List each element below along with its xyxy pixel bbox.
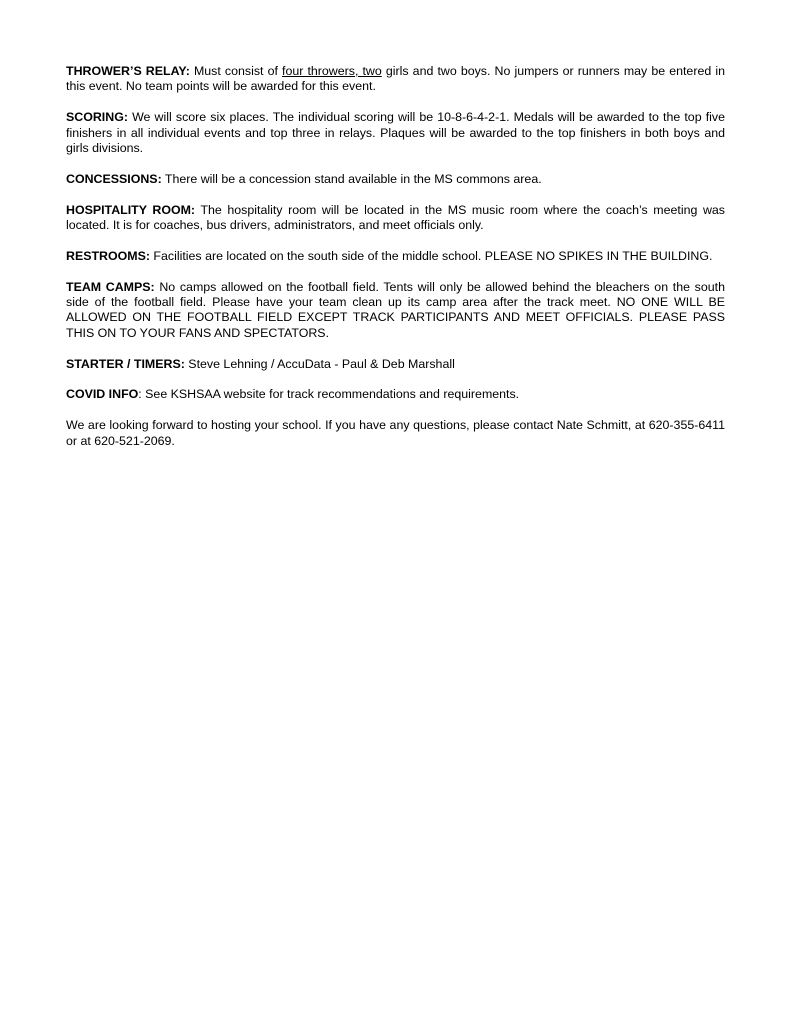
concessions-text: There will be a concession stand available in the MS commons area. <box>161 171 542 186</box>
scoring-label: SCORING: <box>66 110 128 125</box>
throwers-relay-label: THROWER’S RELAY: <box>66 64 190 78</box>
starter-timers-paragraph <box>66 357 725 372</box>
covid-info-text: : See KSHSAA website for track recommendations and requirements. <box>138 387 520 402</box>
restrooms-label: RESTROOMS: <box>66 248 150 263</box>
throwers-relay-text-after: girls and two boys. No jumpers or runners may be entered in this event. No team points will be awarded for this event. <box>66 64 725 94</box>
throwers-relay-paragraph <box>66 64 725 95</box>
closing-paragraph: We are looking forward to hosting your school. If you have any questions, please contact Nate Schmitt, at 620-355-6411 or at 620-521-2069. <box>66 418 725 448</box>
throwers-relay-text-before: Must consist of <box>189 64 282 78</box>
covid-info-paragraph <box>66 387 725 402</box>
hospitality-room-label: HOSPITALITY ROOM: <box>66 202 196 217</box>
concessions-label: CONCESSIONS: <box>66 171 162 186</box>
hospitality-room-text: The hospitality room will be located in the MS music room where the coach’s meeting was located. It is for coaches, bus drivers, administrators, and meet officials only. <box>66 202 726 233</box>
restrooms-text: Facilities are located on the south side of the middle school. PLEASE NO SPIKES IN THE BUILDING. <box>149 248 713 263</box>
concessions-paragraph <box>66 172 725 187</box>
team-camps-text: No camps allowed on the football field. Tents will only be allowed behind the bleachers on the south side of the football field. Please have your team clean up its camp area after the track meet. NO ONE WILL BE ALLOWED ON THE FOOTBALL FIELD EXCEPT TRACK PARTICIPANTS AND MEET OFFICIALS. PLEASE PASS THIS ON TO YOUR FANS AND SPECTATORS. <box>66 279 725 340</box>
scoring-text: We will score six places. The individual scoring will be 10-8-6-4-2-1. Medals will be awarded to the top five finishers in all individual events and top three in relays. Plaques will be awarded to the top finishers in both boys and girls divisions. <box>66 110 725 156</box>
covid-info-label: COVID INFO <box>66 387 139 402</box>
restrooms-paragraph <box>66 249 725 264</box>
throwers-relay-underlined-text: four throwers, two <box>282 64 382 78</box>
team-camps-label: TEAM CAMPS: <box>66 279 155 294</box>
document-page <box>66 64 725 464</box>
scoring-paragraph <box>66 110 725 156</box>
team-camps-paragraph <box>66 280 725 342</box>
starter-timers-text: Steve Lehning / AccuData - Paul & Deb Marshall <box>184 356 455 371</box>
hospitality-room-paragraph <box>66 203 725 234</box>
starter-timers-label: STARTER / TIMERS: <box>66 356 185 371</box>
